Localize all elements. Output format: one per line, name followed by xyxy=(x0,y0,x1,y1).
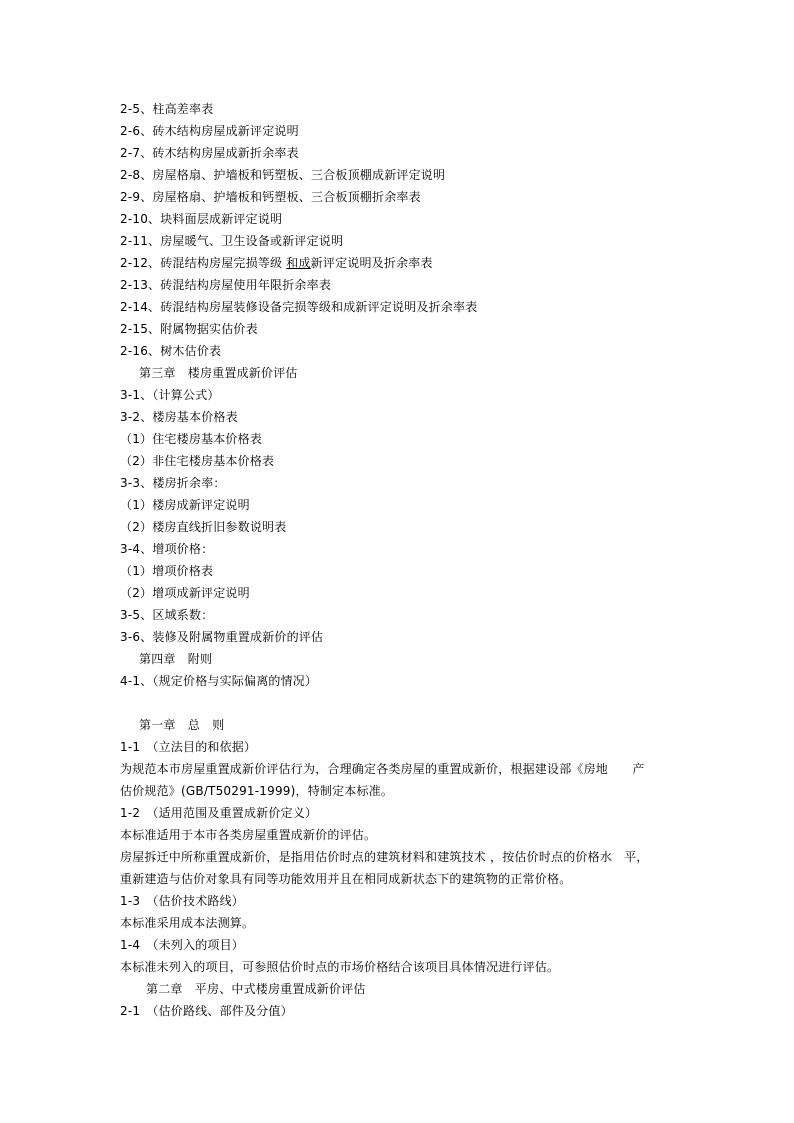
section-heading: 1-2 （适用范围及重置成新价定义） xyxy=(120,806,318,820)
toc-line: （2）楼房直线折旧参数说明表 xyxy=(120,520,287,534)
toc-line: （2）增项成新评定说明 xyxy=(120,586,250,600)
toc-line: 3-2、楼房基本价格表 xyxy=(120,410,238,424)
section-heading: 1-3 （估价技术路线） xyxy=(120,894,245,908)
chapter-heading: 第四章 附则 xyxy=(139,652,213,666)
toc-line: 2-15、附属物据实估价表 xyxy=(120,322,258,336)
toc-line: 3-1、（计算公式） xyxy=(120,388,220,402)
toc-line: 2-14、砖混结构房屋装修设备完损等级和成新评定说明及折余率表 xyxy=(120,300,478,314)
toc-line: 2-6、砖木结构房屋成新评定说明 xyxy=(120,124,299,138)
toc-line: （1）增项价格表 xyxy=(120,564,214,578)
paragraph-line: 本标准适用于本市各类房屋重置成新价的评估。 xyxy=(120,828,377,842)
toc-line: 3-4、增项价格： xyxy=(120,542,214,556)
toc-line: （1）住宅楼房基本价格表 xyxy=(120,432,263,446)
toc-line: 2-7、砖木结构房屋成新折余率表 xyxy=(120,146,299,160)
paragraph-line: 重新建造与估价对象具有同等功能效用并且在相同成新状态下的建筑物的正常价格。 xyxy=(120,872,572,886)
toc-line: 2-11、房屋暖气、卫生设备或新评定说明 xyxy=(120,234,344,248)
toc-line: 2-10、块料面层成新评定说明 xyxy=(120,212,283,226)
paragraph-line: 估价规范》(GB/T50291-1999)，特制定本标准。 xyxy=(120,784,394,798)
paragraph-line: 本标准采用成本法测算。 xyxy=(120,916,255,930)
toc-line: 4-1、（规定价格与实际偏离的情况） xyxy=(120,674,318,688)
paragraph-line: 房屋拆迁中所称重置成新价，是指用估价时点的建筑材料和建筑技术 ，按估价时点的价格水 平， xyxy=(120,850,649,864)
underlined-text: 和成 xyxy=(286,256,311,270)
section-heading: 1-4 （未列入的项目） xyxy=(120,938,245,952)
chapter-heading: 第二章 平房、中式楼房重置成新价评估 xyxy=(146,982,366,996)
toc-line: 3-6、装修及附属物重置成新价的评估 xyxy=(120,630,324,644)
paragraph-line: 为规范本市房屋重置成新价评估行为，合理确定各类房屋的重置成新价，根据建设部《房地 产 xyxy=(120,762,645,776)
toc-line: 2-9、房屋格扇、护墙板和钙塑板、三合板顶棚折余率表 xyxy=(120,190,421,204)
toc-line-part: 2-12、砖混结构房屋完损等级 xyxy=(120,256,283,270)
toc-line: 3-5、区域系数： xyxy=(120,608,214,622)
toc-line: 2-16、树木估价表 xyxy=(120,344,222,358)
paragraph-line: 本标准未列入的项目，可参照估价时点的市场价格结合该项目具体情况进行评估。 xyxy=(120,960,560,974)
toc-line: 2-8、房屋格扇、护墙板和钙塑板、三合板顶棚成新评定说明 xyxy=(120,168,446,182)
section-heading: 2-1 （估价路线、部件及分值） xyxy=(120,1004,293,1018)
chapter-heading: 第三章 楼房重置成新价评估 xyxy=(139,366,298,380)
toc-line: 2-13、砖混结构房屋使用年限折余率表 xyxy=(120,278,332,292)
section-heading: 1-1 （立法目的和依据） xyxy=(120,740,257,754)
toc-line: （1）楼房成新评定说明 xyxy=(120,498,250,512)
toc-line: 2-5、柱高差率表 xyxy=(120,102,214,116)
toc-line: 3-3、楼房折余率： xyxy=(120,476,226,490)
toc-line-part: 新评定说明及折余率表 xyxy=(310,256,433,270)
toc-line xyxy=(120,255,433,271)
chapter-heading: 第一章 总 则 xyxy=(139,718,225,732)
toc-line: （2）非住宅楼房基本价格表 xyxy=(120,454,275,468)
